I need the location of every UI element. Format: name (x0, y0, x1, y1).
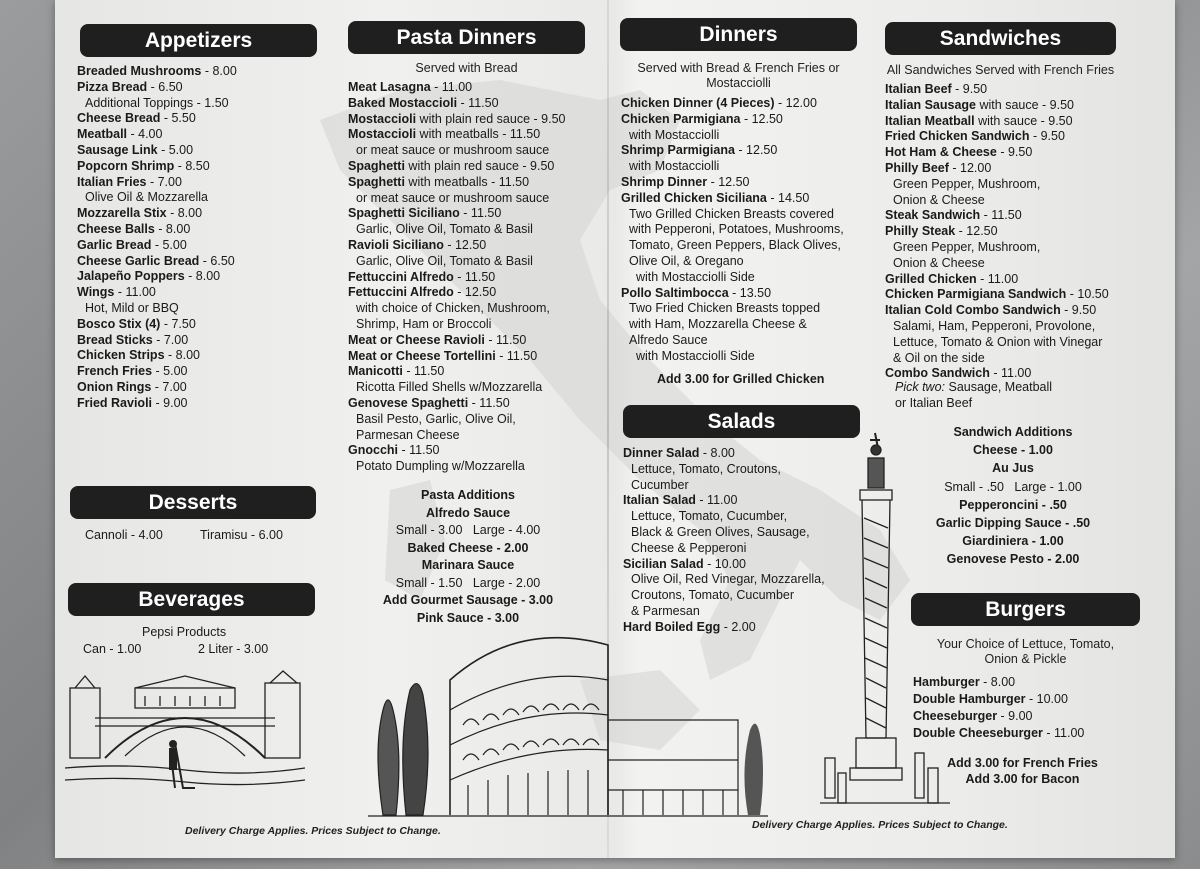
burgers-subtitle-2: Onion & Pickle (984, 652, 1067, 666)
pasta-list (348, 80, 593, 475)
pasta-item-name: Ravioli Siciliano (348, 237, 444, 252)
pasta-item-price: - 12.50 (453, 285, 497, 300)
appetizer-item (77, 317, 307, 333)
pasta-item (348, 206, 593, 222)
pick-two-text: Sausage, Meatball (945, 380, 1053, 394)
sandwich-item (885, 114, 1145, 130)
pasta-item-price: with plain red sauce - 9.50 (416, 111, 566, 126)
pasta-item-description: Ricotta Filled Shells w/Mozzarella (356, 380, 543, 395)
appetizer-item-price: - 8.00 (164, 348, 200, 363)
dinner-item-description: with Mostacciolli Side (629, 269, 755, 284)
appetizer-item (77, 238, 307, 254)
appetizer-item (77, 285, 307, 301)
burger-item-name: Hamburger (913, 675, 980, 689)
appetizer-item-name: Bread Sticks (77, 332, 153, 347)
colosseum-illustration (368, 620, 768, 820)
pasta-item (348, 443, 593, 459)
appetizer-item-description: Hot, Mild or BBQ (85, 300, 179, 315)
salad-item (623, 620, 853, 636)
burger-item-price: - 9.00 (997, 709, 1033, 723)
burger-item-price: - 10.00 (1025, 692, 1068, 706)
dinner-item-price: - 12.50 (707, 174, 750, 189)
pasta-item-price: - 11.50 (495, 348, 538, 363)
alfredo-sauce-title: Alfredo Sauce (425, 505, 511, 520)
beverages-header: Beverages (68, 583, 315, 616)
appetizer-item-name: Italian Fries (77, 174, 147, 189)
pasta-item (348, 96, 593, 112)
appetizer-item-name: Cheese Garlic Bread (77, 253, 200, 268)
salad-item (623, 557, 853, 573)
pasta-item (348, 349, 593, 365)
dinner-item-price: - 13.50 (728, 285, 772, 300)
salad-item-description: & Parmesan (631, 603, 700, 618)
alfredo-sauce-prices: Small - 3.00 Large - 4.00 (395, 523, 541, 537)
burger-item-name: Double Cheeseburger (913, 726, 1043, 740)
pasta-additions-title: Pasta Additions (421, 488, 515, 502)
appetizer-item (77, 64, 307, 80)
appetizer-item-price: - 7.00 (151, 379, 187, 394)
beverage-item-2liter: 2 Liter - 3.00 (198, 642, 269, 656)
sandwich-addition-genovese-pesto: Genovese Pesto - 2.00 (946, 552, 1080, 567)
sandwich-item-name: Fried Chicken Sandwich (885, 129, 1030, 144)
sandwich-item (885, 82, 1145, 98)
dinner-item-name: Grilled Chicken Siciliana (621, 190, 767, 205)
sandwich-item-description: & Oil on the side (893, 350, 985, 365)
appetizer-item-price: - 8.00 (184, 269, 221, 284)
dinner-item (621, 143, 866, 159)
pasta-item-description: Potato Dumpling w/Mozzarella (356, 459, 525, 474)
pasta-item-price: with meatballs - 11.50 (416, 127, 541, 142)
pasta-item-name: Fettuccini Alfredo (348, 269, 454, 284)
appetizer-item-description: Olive Oil & Mozzarella (85, 190, 208, 205)
dinners-list (621, 96, 866, 365)
pasta-item-price: - 11.00 (430, 80, 473, 94)
appetizer-item-price: - 11.00 (114, 285, 156, 300)
appetizer-item-price: - 7.00 (152, 332, 189, 347)
sandwich-item-description: Lettuce, Tomato & Onion with Vinegar (893, 334, 1103, 349)
sandwich-item-description: Salami, Ham, Pepperoni, Provolone, (893, 318, 1096, 333)
pasta-item-price: - 11.50 (453, 269, 496, 284)
sandwich-item-name: Italian Beef (885, 82, 952, 96)
pasta-item (348, 364, 593, 380)
appetizer-item-price: - 5.00 (151, 237, 187, 252)
appetizers-header: Appetizers (80, 24, 317, 57)
appetizer-item-description: Additional Toppings - 1.50 (85, 95, 229, 110)
sandwich-addition-pepperoncini: Pepperoncini - .50 (959, 497, 1067, 512)
burger-item-name: Cheeseburger (913, 709, 998, 723)
dinner-item (621, 175, 866, 191)
dinners-subtitle-1: Served with Bread & French Fries or (637, 61, 840, 75)
appetizer-item-price: - 8.50 (174, 158, 210, 173)
appetizer-item-name: Mozzarella Stix (77, 206, 167, 221)
beverages-subtitle: Pepsi Products (142, 625, 227, 639)
dinner-item-description: Two Fried Chicken Breasts topped (629, 301, 821, 316)
appetizer-item (77, 254, 307, 270)
pasta-subtitle: Served with Bread (415, 61, 518, 75)
marinara-sauce-title: Marinara Sauce (421, 558, 515, 572)
salad-item-name: Sicilian Salad (623, 556, 704, 571)
appetizer-item (77, 333, 307, 349)
sandwich-item-price: - 12.50 (955, 224, 998, 239)
sandwich-item-price: - 9.50 (951, 82, 988, 96)
sandwich-item-name: Philly Beef (885, 160, 949, 175)
appetizer-item (77, 348, 307, 364)
appetizer-item-price: - 4.00 (127, 127, 163, 142)
dinner-item-description: Olive Oil, & Oregano (629, 253, 744, 268)
sandwich-item (885, 224, 1145, 240)
burger-item-price: - 11.00 (1042, 726, 1085, 740)
appetizer-item-name: Popcorn Shrimp (77, 158, 175, 173)
sandwich-item-price: - 9.50 (1060, 303, 1097, 318)
pasta-item-description: or meat sauce or mushroom sauce (356, 143, 550, 158)
sandwich-item-price: - 9.50 (1029, 129, 1065, 144)
sandwich-item (885, 208, 1145, 224)
au-jus-prices: Small - .50 Large - 1.00 (944, 479, 1082, 494)
pasta-item (348, 270, 593, 286)
burger-item (913, 691, 1133, 708)
salad-item-description: Cucumber (631, 477, 689, 492)
appetizer-item (77, 380, 307, 396)
sandwich-item-name: Philly Steak (885, 224, 956, 239)
burger-add-fries: Add 3.00 for French Fries (947, 756, 1098, 770)
sandwich-item (885, 145, 1145, 161)
pasta-item (348, 238, 593, 254)
sandwich-item (885, 161, 1145, 177)
pink-sauce: Pink Sauce - 3.00 (416, 610, 520, 625)
dinner-item-description: Alfredo Sauce (629, 332, 708, 347)
desserts-header: Desserts (70, 486, 316, 519)
sandwich-additions (908, 423, 1118, 569)
sandwiches-subtitle: All Sandwiches Served with French Fries (886, 63, 1115, 77)
salad-item-price: - 10.00 (703, 556, 746, 571)
dinner-item-description: with Ham, Mozzarella Cheese & (629, 317, 807, 332)
sandwich-item (885, 129, 1145, 145)
dinner-item (621, 191, 866, 207)
appetizer-item-name: Cheese Balls (77, 221, 155, 236)
appetizer-item (77, 127, 307, 143)
burger-item (913, 674, 1133, 691)
pasta-item-price: - 12.50 (443, 237, 487, 252)
appetizer-item-name: Sausage Link (77, 142, 158, 157)
dessert-item-cannoli: Cannoli - 4.00 (85, 528, 163, 542)
burgers-header: Burgers (911, 593, 1140, 626)
salad-item-name: Dinner Salad (623, 446, 700, 460)
appetizer-item-price: - 5.50 (160, 111, 196, 126)
sandwich-addition-giardiniera: Giardiniera - 1.00 (962, 534, 1064, 549)
pasta-item (348, 80, 593, 96)
appetizer-item-price: - 8.00 (201, 64, 237, 78)
baked-cheese: Baked Cheese - 2.00 (407, 540, 529, 555)
burger-add-bacon: Add 3.00 for Bacon (965, 772, 1080, 786)
sandwich-item-description: Onion & Cheese (893, 192, 985, 207)
pasta-item-name: Spaghetti Siciliano (348, 206, 460, 221)
salad-item-description: Olive Oil, Red Vinegar, Mozzarella, (631, 572, 825, 587)
dinner-item-price: - 14.50 (766, 190, 810, 205)
sandwich-item-name: Chicken Parmigiana Sandwich (885, 287, 1067, 302)
dinners-subtitle-2: Mostacciolli (706, 76, 771, 90)
appetizer-item (77, 269, 307, 285)
pasta-item-name: Meat or Cheese Tortellini (348, 348, 496, 363)
pasta-item-description: Parmesan Cheese (356, 427, 460, 442)
sandwich-item-description: Green Pepper, Mushroom, (893, 239, 1041, 254)
appetizer-item (77, 396, 307, 412)
pasta-item (348, 159, 593, 175)
appetizer-item-price: - 5.00 (152, 364, 188, 379)
sandwich-item-name: Steak Sandwich (885, 208, 981, 223)
pasta-item-name: Spaghetti (348, 158, 405, 173)
marinara-sauce-prices: Small - 1.50 Large - 2.00 (395, 575, 541, 590)
dinner-item-description: Two Grilled Chicken Breasts covered (629, 206, 834, 221)
salad-item-description: Black & Green Olives, Sausage, (631, 524, 810, 539)
salad-item-price: - 8.00 (699, 446, 735, 460)
pasta-item-price: - 11.50 (398, 443, 440, 458)
salad-item-price: - 2.00 (720, 619, 756, 634)
burgers-list (913, 674, 1133, 742)
dinner-item-name: Shrimp Parmigiana (621, 143, 735, 158)
pasta-item-description: Garlic, Olive Oil, Tomato & Basil (356, 222, 533, 237)
salad-item-description: Croutons, Tomato, Cucumber (631, 588, 795, 603)
pasta-item-description: Basil Pesto, Garlic, Olive Oil, (356, 411, 516, 426)
appetizer-item-price: - 6.50 (199, 253, 235, 268)
appetizer-item-price: - 6.50 (147, 79, 183, 94)
beverage-item-can: Can - 1.00 (83, 642, 142, 656)
appetizer-item-name: Chicken Strips (77, 348, 165, 363)
appetizer-item (77, 222, 307, 238)
sandwich-item-name: Italian Sausage (885, 97, 977, 112)
sandwich-item (885, 287, 1145, 303)
pasta-item (348, 112, 593, 128)
dinner-item-price: - 12.50 (740, 111, 783, 126)
appetizer-item-name: Jalapeño Poppers (77, 269, 185, 284)
sandwiches-list (885, 82, 1145, 382)
burger-item (913, 708, 1133, 725)
salad-item-name: Italian Salad (623, 493, 696, 508)
sandwich-item-price: - 12.00 (948, 160, 992, 175)
appetizer-item-price: - 9.00 (152, 395, 188, 410)
sandwich-item-name: Combo Sandwich (885, 366, 990, 381)
sandwich-item-description: Onion & Cheese (893, 255, 985, 270)
appetizer-item (77, 80, 307, 96)
sandwich-item-price: - 11.50 (980, 208, 1022, 223)
sandwich-addition-cheese: Cheese - 1.00 (973, 443, 1053, 458)
dessert-item-tiramisu: Tiramisu - 6.00 (200, 528, 283, 542)
salads-list (623, 446, 853, 636)
appetizer-item-name: Fried Ravioli (77, 395, 153, 410)
pasta-item-price: - 11.50 (459, 206, 502, 221)
salad-item-price: - 11.00 (695, 493, 738, 508)
sandwich-item-name: Italian Meatball (885, 113, 975, 128)
grilled-chicken-addition: Add 3.00 for Grilled Chicken (657, 372, 825, 386)
dinner-item-description: with Mostacciolli (629, 127, 720, 142)
appetizer-item-name: Meatball (77, 127, 128, 142)
dinner-item-name: Shrimp Dinner (621, 174, 708, 189)
appetizer-item (77, 143, 307, 159)
pasta-item (348, 285, 593, 301)
salad-item-description: Lettuce, Tomato, Croutons, (631, 461, 781, 476)
appetizer-item-price: - 8.00 (166, 206, 203, 221)
dinner-item (621, 112, 866, 128)
appetizer-item-name: Bosco Stix (4) (77, 316, 161, 331)
salads-header: Salads (623, 405, 860, 438)
salad-item (623, 446, 853, 462)
sandwich-item-name: Grilled Chicken (885, 271, 977, 286)
appetizer-item-price: - 7.50 (160, 316, 196, 331)
pasta-item (348, 175, 593, 191)
appetizers-list (77, 64, 307, 412)
pasta-item-description: Garlic, Olive Oil, Tomato & Basil (356, 253, 533, 268)
pasta-item-price: - 11.50 (402, 364, 445, 379)
pasta-item (348, 127, 593, 143)
dinner-item-name: Chicken Dinner (4 Pieces) (621, 96, 775, 110)
pasta-item-name: Gnocchi (348, 443, 399, 458)
dinners-header: Dinners (620, 18, 857, 51)
pasta-item-name: Fettuccini Alfredo (348, 285, 454, 300)
sandwich-item-name: Hot Ham & Cheese (885, 145, 997, 160)
burger-item-name: Double Hamburger (913, 692, 1026, 706)
pasta-item-name: Mostaccioli (348, 127, 417, 142)
pasta-item-name: Manicotti (348, 364, 403, 379)
pasta-item-price: - 11.50 (484, 332, 527, 347)
pasta-additions (348, 487, 588, 627)
appetizer-item-name: Onion Rings (77, 379, 152, 394)
pasta-dinners-header: Pasta Dinners (348, 21, 585, 54)
pasta-item-name: Meat Lasagna (348, 80, 431, 94)
sandwich-addition-garlic-dipping: Garlic Dipping Sauce - .50 (935, 516, 1091, 531)
sandwich-item (885, 98, 1145, 114)
sandwich-item (885, 303, 1145, 319)
appetizer-item (77, 159, 307, 175)
appetizer-item (77, 111, 307, 127)
pasta-item-name: Baked Mostaccioli (348, 95, 458, 110)
sandwich-item-price: - 11.00 (989, 366, 1032, 381)
appetizer-item-price: - 5.00 (157, 142, 194, 157)
sandwich-additions-title: Sandwich Additions (953, 425, 1073, 439)
appetizer-item (77, 206, 307, 222)
sandwiches-header: Sandwiches (885, 22, 1116, 55)
dinner-item-price: - 12.00 (774, 96, 817, 110)
burgers-subtitle-1: Your Choice of Lettuce, Tomato, (936, 637, 1115, 651)
dinner-item (621, 96, 866, 112)
dinner-item-name: Pollo Saltimbocca (621, 285, 729, 300)
burger-additions (940, 755, 1105, 787)
pasta-item-name: Meat or Cheese Ravioli (348, 332, 485, 347)
appetizer-item-price: - 7.00 (146, 174, 182, 189)
pasta-item-price: - 11.50 (457, 95, 499, 110)
sandwich-item-price: - 11.00 (976, 271, 1019, 286)
dinner-item-description: with Mostacciolli (629, 159, 720, 174)
dinner-item-name: Chicken Parmigiana (621, 111, 741, 126)
footer-left: Delivery Charge Applies. Prices Subject to Change. (185, 825, 441, 837)
combo-pick-two (895, 380, 1115, 412)
appetizer-item-name: Wings (77, 285, 115, 300)
sandwich-item-name: Italian Cold Combo Sandwich (885, 303, 1061, 318)
dinner-item-description: with Mostacciolli Side (629, 348, 755, 363)
dinner-item-description: with Pepperoni, Potatoes, Mushrooms, (629, 222, 844, 237)
appetizer-item (77, 364, 307, 380)
salad-item-description: Lettuce, Tomato, Cucumber, (631, 509, 788, 524)
sandwich-item-price: with sauce - 9.50 (974, 113, 1073, 128)
appetizer-item-name: Cheese Bread (77, 111, 161, 126)
pasta-item-name: Spaghetti (348, 174, 405, 189)
sandwich-item-price: - 9.50 (996, 145, 1033, 160)
pick-two-text-2: or Italian Beef (895, 395, 973, 410)
burger-item-price: - 8.00 (979, 675, 1016, 689)
pasta-item (348, 333, 593, 349)
pasta-item-price: - 11.50 (468, 395, 510, 410)
pasta-item-description: or meat sauce or mushroom sauce (356, 190, 550, 205)
sandwich-item (885, 272, 1145, 288)
pasta-item-description: Shrimp, Ham or Broccoli (356, 316, 492, 331)
salad-item-description: Cheese & Pepperoni (631, 540, 747, 555)
dinner-item-price: - 12.50 (734, 143, 778, 158)
salad-item (623, 493, 853, 509)
burger-item (913, 725, 1133, 742)
salad-item-name: Hard Boiled Egg (623, 619, 721, 634)
sandwich-addition-au-jus: Au Jus (992, 461, 1034, 476)
appetizer-item-price: - 8.00 (154, 221, 191, 236)
appetizer-item-name: Breaded Mushrooms (77, 64, 202, 78)
appetizer-item-name: Garlic Bread (77, 237, 152, 252)
pasta-item-name: Mostaccioli (348, 111, 417, 126)
dinner-item (621, 286, 866, 302)
dinner-item-description: Tomato, Green Peppers, Black Olives, (629, 238, 841, 253)
pasta-item-description: with choice of Chicken, Mushroom, (356, 301, 550, 316)
pasta-item-price: with plain red sauce - 9.50 (404, 158, 555, 173)
sandwich-item-description: Green Pepper, Mushroom, (893, 176, 1041, 191)
sandwich-item-price: with sauce - 9.50 (976, 97, 1074, 112)
pasta-item-name: Genovese Spaghetti (348, 395, 469, 410)
appetizer-item (77, 175, 307, 191)
gourmet-sausage: Add Gourmet Sausage - 3.00 (382, 593, 554, 607)
pick-two-label: Pick two: (895, 380, 946, 394)
pasta-item-price: with meatballs - 11.50 (404, 174, 530, 189)
pasta-item (348, 396, 593, 412)
appetizer-item-name: French Fries (77, 364, 153, 379)
venice-bridge-illustration (65, 668, 305, 793)
footer-right: Delivery Charge Applies. Prices Subject to Change. (752, 819, 1008, 831)
appetizer-item-name: Pizza Bread (77, 79, 148, 94)
sandwich-item-price: - 10.50 (1066, 287, 1109, 302)
